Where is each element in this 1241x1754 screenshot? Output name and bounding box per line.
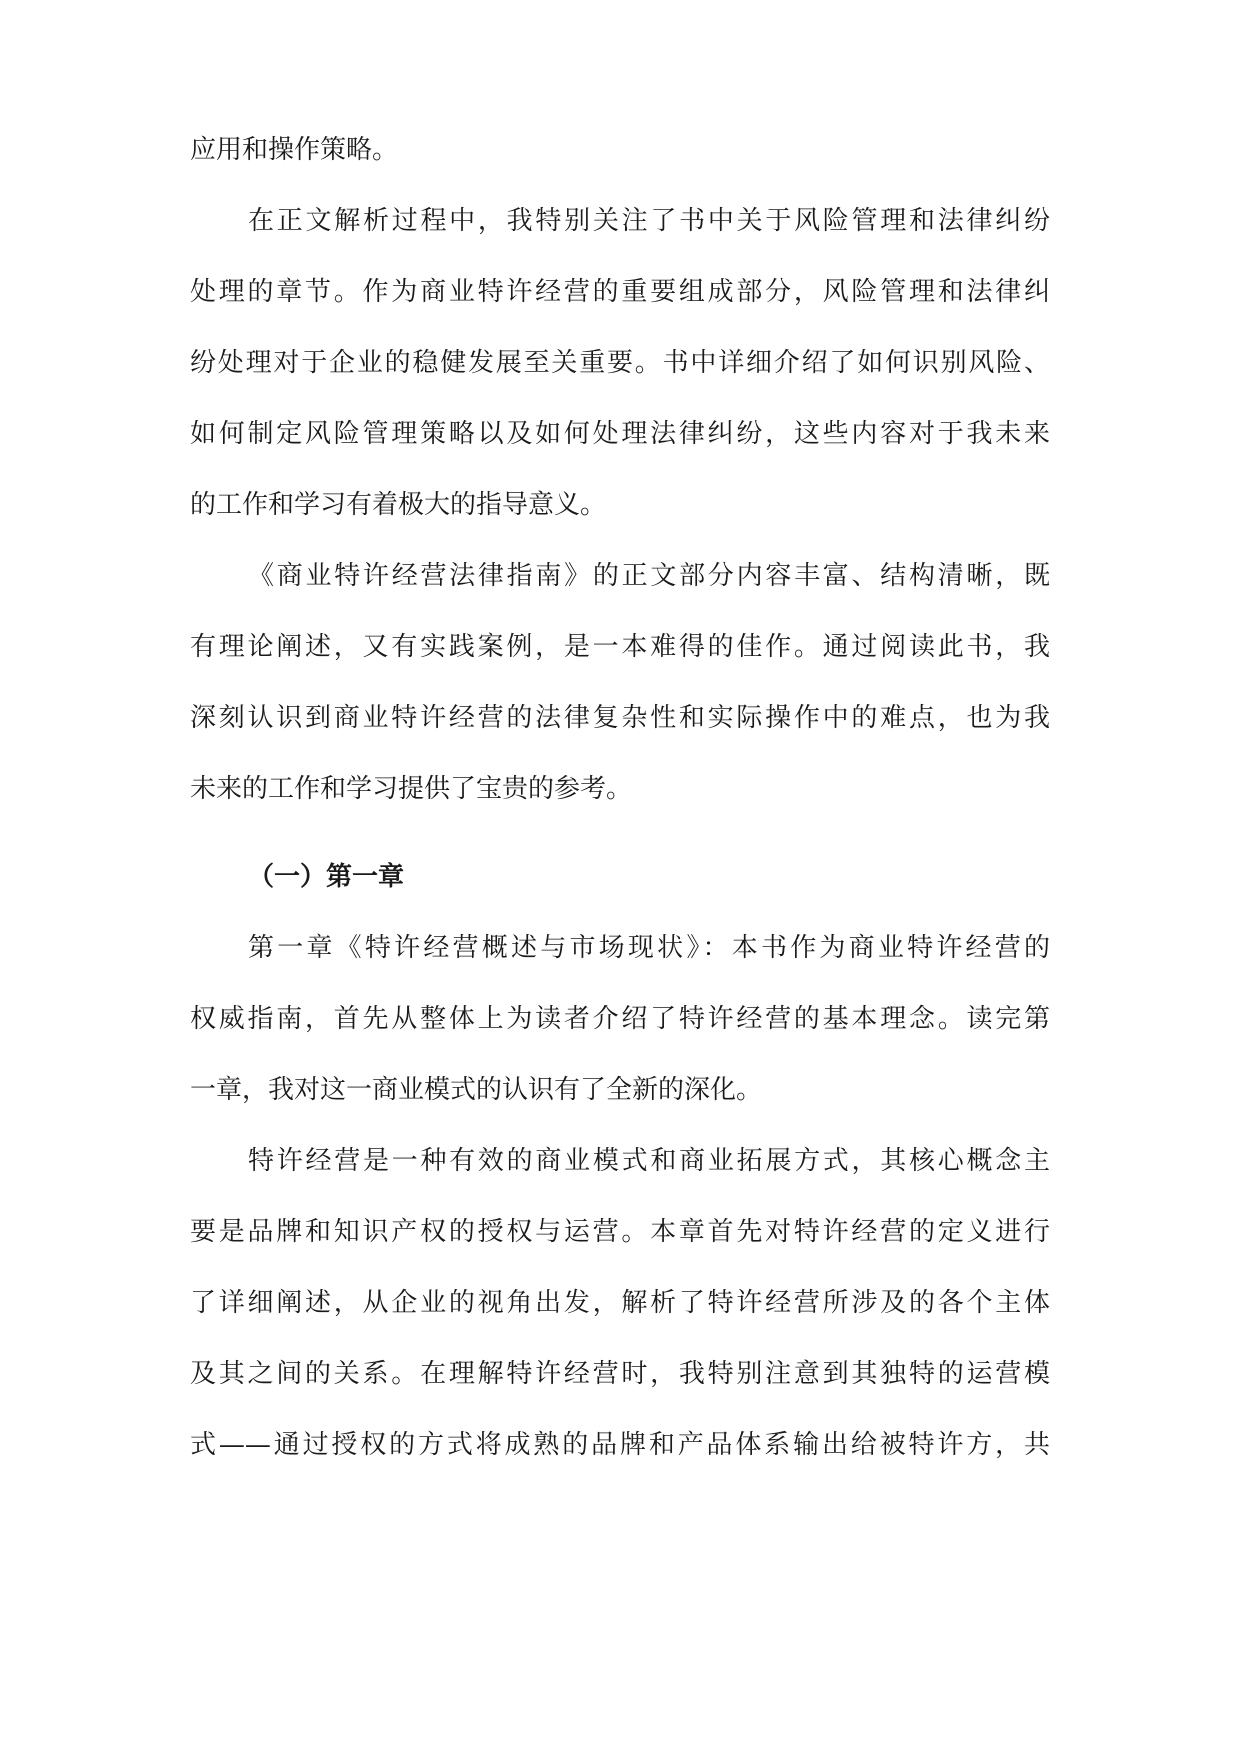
paragraph-line: 了详细阐述，从企业的视角出发，解析了特许经营所涉及的各个主体 [190,1288,1050,1318]
paragraph-line: 《商业特许经营法律指南》的正文部分内容丰富、结构清晰，既 [248,561,1050,591]
paragraph-line: 未来的工作和学习提供了宝贵的参考。 [190,774,633,804]
paragraph-line: 式——通过授权的方式将成熟的品牌和产品体系输出给被特许方，共 [190,1430,1050,1460]
paragraph-line: 权威指南，首先从整体上为读者介绍了特许经营的基本理念。读完第 [190,1004,1050,1034]
paragraph-line: 的工作和学习有着极大的指导意义。 [190,490,607,520]
paragraph-line: 及其之间的关系。在理解特许经营时，我特别注意到其独特的运营模 [190,1359,1050,1389]
paragraph-line: 第一章《特许经营概述与市场现状》：本书作为商业特许经营的 [248,933,1050,963]
paragraph-line: 如何制定风险管理策略以及如何处理法律纠纷，这些内容对于我未来 [190,419,1050,449]
paragraph-line: 特许经营是一种有效的商业模式和商业拓展方式，其核心概念主 [248,1146,1050,1176]
paragraph-line: 要是品牌和知识产权的授权与运营。本章首先对特许经营的定义进行 [190,1217,1050,1247]
section-heading: （一）第一章 [248,862,405,892]
paragraph-line: 处理的章节。作为商业特许经营的重要组成部分，风险管理和法律纠 [190,277,1050,307]
paragraph-line: 应用和操作策略。 [190,135,399,165]
paragraph-line: 一章，我对这一商业模式的认识有了全新的深化。 [190,1075,763,1105]
paragraph-line: 有理论阐述，又有实践案例，是一本难得的佳作。通过阅读此书，我 [190,632,1050,662]
paragraph-line: 在正文解析过程中，我特别关注了书中关于风险管理和法律纠纷 [248,206,1050,236]
paragraph-line: 纷处理对于企业的稳健发展至关重要。书中详细介绍了如何识别风险、 [190,348,1050,378]
paragraph-line: 深刻认识到商业特许经营的法律复杂性和实际操作中的难点，也为我 [190,703,1050,733]
